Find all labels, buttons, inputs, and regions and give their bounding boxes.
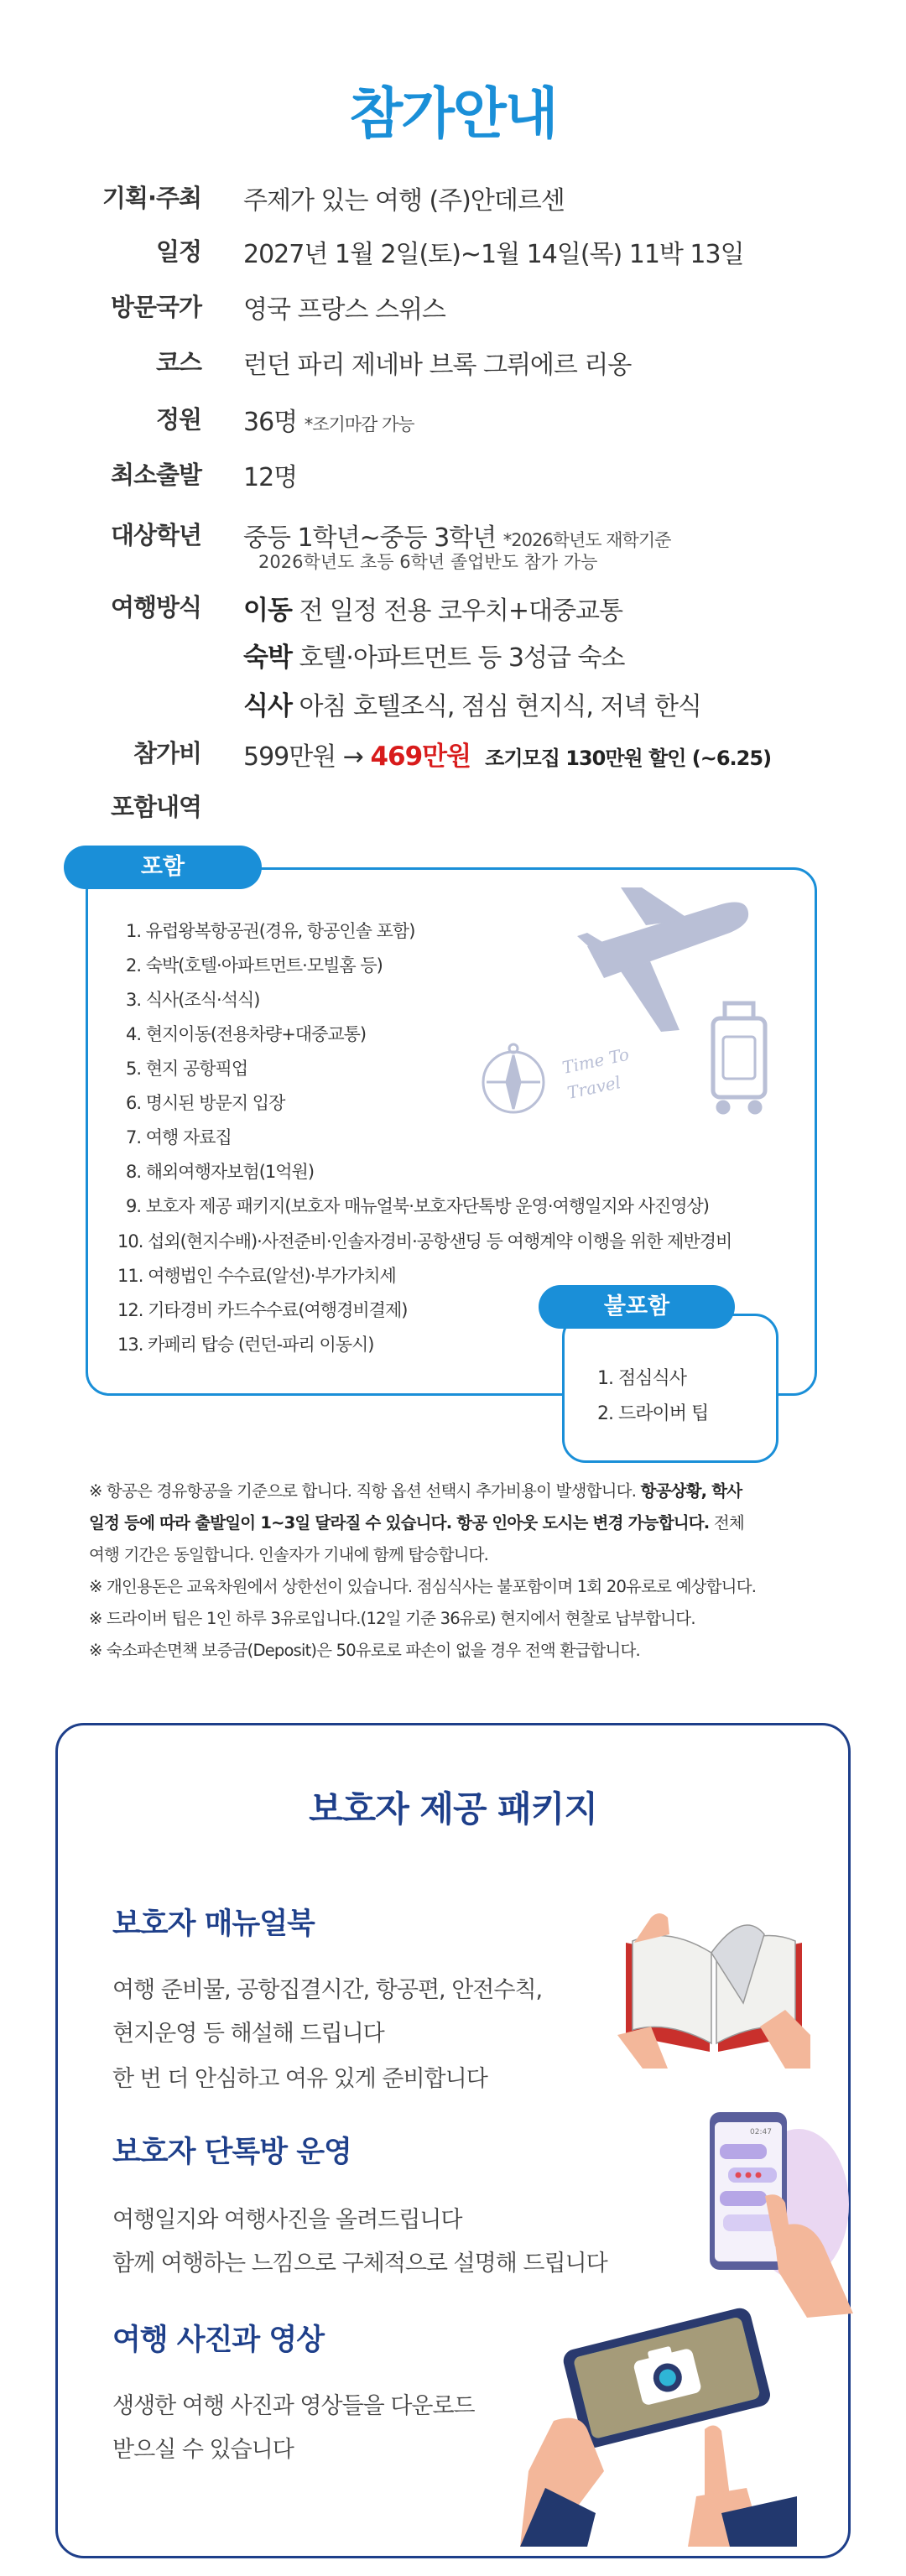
list-item: 2. 숙박(호텔·아파트먼트·모빌홈 등) — [126, 955, 383, 976]
note-1b — [89, 1510, 744, 1533]
info-row-includes — [0, 788, 906, 830]
capacity-note: *조기마감 가능 — [304, 414, 414, 435]
method-key: 식사 — [243, 691, 292, 721]
package-text: 현지운영 등 해설해 드립니다 — [112, 2021, 384, 2047]
info-row-fee — [0, 735, 906, 777]
info-row-minimum — [0, 456, 906, 498]
list-item: 1. 점심식사 — [597, 1368, 686, 1389]
list-item: 11. 여행법인 수수료(알선)·부가가치세 — [117, 1266, 396, 1286]
info-row-countries — [0, 289, 906, 330]
suitcase-icon — [713, 1003, 765, 1112]
stamp-text-1: Time To — [560, 1043, 632, 1078]
info-label: 일정 — [155, 237, 201, 266]
info-value: 런던 파리 제네바 브록 그뤼에르 리옹 — [243, 351, 632, 380]
phone-time: 02:47 — [750, 2128, 772, 2136]
info-row-schedule — [0, 233, 906, 275]
info-label: 방문국가 — [110, 293, 201, 321]
method-item-meal — [243, 684, 701, 722]
package-text: 생생한 여행 사진과 영상들을 다운로드 — [112, 2393, 475, 2419]
info-row-organizer — [0, 180, 906, 221]
info-row-method — [0, 589, 906, 631]
fee-discount: 조기모집 130만원 할인 (~6.25) — [485, 747, 772, 770]
excluded-tab: 불포함 — [539, 1285, 735, 1329]
method-value: 호텔·아파트먼트 등 3성급 숙소 — [299, 643, 625, 673]
info-value: 주제가 있는 여행 (주)안데르센 — [243, 186, 565, 216]
info-label: 포함내역 — [110, 793, 201, 821]
info-value: 2027년 1월 2일(토)~1월 14일(목) 11박 13일 — [243, 240, 744, 269]
method-key: 숙박 — [243, 643, 292, 673]
fee-original: 599만원 → — [243, 742, 363, 772]
info-value: 12명 — [243, 463, 298, 492]
camera-phone-icon — [520, 2303, 797, 2547]
note-text: ※ 항공은 경유항공을 기준으로 합니다. 직항 옵션 선택시 추가비용이 발생합니다. — [89, 1481, 641, 1501]
note-4: ※ 숙소파손면책 보증금(Deposit)은 50유로로 파손이 없을 경우 전액 환급합니다. — [89, 1641, 640, 1660]
list-item: 13. 카페리 탑승 (런던-파리 이동시) — [117, 1335, 374, 1355]
compass-icon — [483, 1044, 544, 1112]
info-label: 기획·주최 — [102, 184, 201, 212]
list-item: 5. 현지 공항픽업 — [126, 1059, 248, 1079]
package-text: 한 번 더 안심하고 여유 있게 준비합니다 — [112, 2066, 487, 2092]
info-row-method-lodging — [0, 636, 906, 678]
list-item: 6. 명시된 방문지 입장 — [126, 1093, 285, 1113]
grades-value: 중등 1학년~중등 3학년 — [243, 523, 497, 553]
method-value: 전 일정 전용 코우치+대중교통 — [299, 596, 622, 626]
info-row-method-meal — [0, 684, 906, 726]
note-1a — [89, 1478, 742, 1501]
info-row-grades — [0, 517, 906, 584]
method-value: 아침 호텔조식, 점심 현지식, 저녁 한식 — [299, 692, 701, 721]
list-item: 1. 유럽왕복항공권(경유, 항공인솔 포함) — [126, 921, 415, 941]
phone-chat-icon — [698, 2104, 857, 2322]
note-bold: 일정 등에 따라 출발일이 1~3일 달라질 수 있습니다. 항공 인아웃 도시는 변경 가능합니다. — [89, 1513, 710, 1533]
list-item: 2. 드라이버 팁 — [597, 1403, 709, 1424]
list-item: 7. 여행 자료집 — [126, 1127, 232, 1147]
list-item: 10. 섭외(현지수배)·사전준비·인솔자경비·공항샌딩 등 여행계약 이행을 위한 제반경비 — [117, 1231, 732, 1252]
info-value — [243, 735, 771, 773]
list-item: 3. 식사(조식·석식) — [126, 990, 260, 1010]
info-label: 참가비 — [133, 739, 201, 768]
info-label: 여행방식 — [110, 593, 201, 622]
note-3: ※ 드라이버 팁은 1인 하루 3유로입니다.(12일 기준 36유로) 현지에서 현찰로 납부합니다. — [89, 1609, 695, 1628]
info-row-course — [0, 344, 906, 386]
package-text: 받으실 수 있습니다 — [112, 2437, 294, 2463]
capacity-value: 36명 — [243, 408, 298, 437]
info-label: 최소출발 — [110, 461, 201, 489]
method-item-move — [243, 589, 622, 627]
note-2: ※ 개인용돈은 교육차원에서 상한선이 있습니다. 점심식사는 불포함이며 1회 20유로로 예상합니다. — [89, 1577, 757, 1596]
info-row-capacity — [0, 401, 906, 443]
info-label: 대상학년 — [110, 521, 201, 549]
grades-note2: 2026학년도 초등 6학년 졸업반도 참가 가능 — [258, 552, 598, 572]
package-heading-manual: 보호자 매뉴얼북 — [112, 1907, 315, 1941]
note-1c: 여행 기간은 동일합니다. 인솔자가 기내에 함께 탑승합니다. — [89, 1545, 489, 1564]
package-heading-photo: 여행 사진과 영상 — [112, 2324, 325, 2357]
list-item: 4. 현지이동(전용차량+대중교통) — [126, 1024, 367, 1044]
note-text: 전체 — [709, 1513, 744, 1533]
heart-icon — [736, 2173, 762, 2178]
info-value — [243, 401, 414, 438]
package-title: 보호자 제공 패키지 — [309, 1788, 597, 1829]
list-item: 9. 보호자 제공 패키지(보호자 매뉴얼북·보호자단톡방 운영·여행일지와 사진영상) — [126, 1196, 709, 1216]
info-label: 정원 — [155, 405, 201, 434]
method-item-lodging — [243, 636, 624, 674]
stamp-text-2: Travel — [565, 1072, 622, 1103]
info-label: 코스 — [155, 348, 201, 377]
included-tab: 포함 — [64, 846, 262, 889]
info-value: 영국 프랑스 스위스 — [243, 295, 445, 325]
list-item: 12. 기타경비 카드수수료(여행경비결제) — [117, 1300, 408, 1320]
package-text: 함께 여행하는 느낌으로 구체적으로 설명해 드립니다 — [112, 2251, 607, 2277]
package-heading-chat: 보호자 단톡방 운영 — [112, 2136, 351, 2169]
grades-note1: *2026학년도 재학기준 — [502, 530, 671, 550]
page-title: 참가안내 — [349, 81, 557, 146]
book-icon — [617, 1909, 810, 2077]
travel-illustration — [470, 887, 789, 1131]
list-item: 8. 해외여행자보험(1억원) — [126, 1162, 315, 1182]
package-text: 여행 준비물, 공항집결시간, 항공편, 안전수칙, — [112, 1977, 543, 2003]
method-key: 이동 — [243, 596, 292, 626]
package-text: 여행일지와 여행사진을 올려드립니다 — [112, 2207, 462, 2233]
note-bold: 항공상황, 학사 — [640, 1481, 742, 1501]
fee-price: 469만원 — [370, 742, 471, 772]
